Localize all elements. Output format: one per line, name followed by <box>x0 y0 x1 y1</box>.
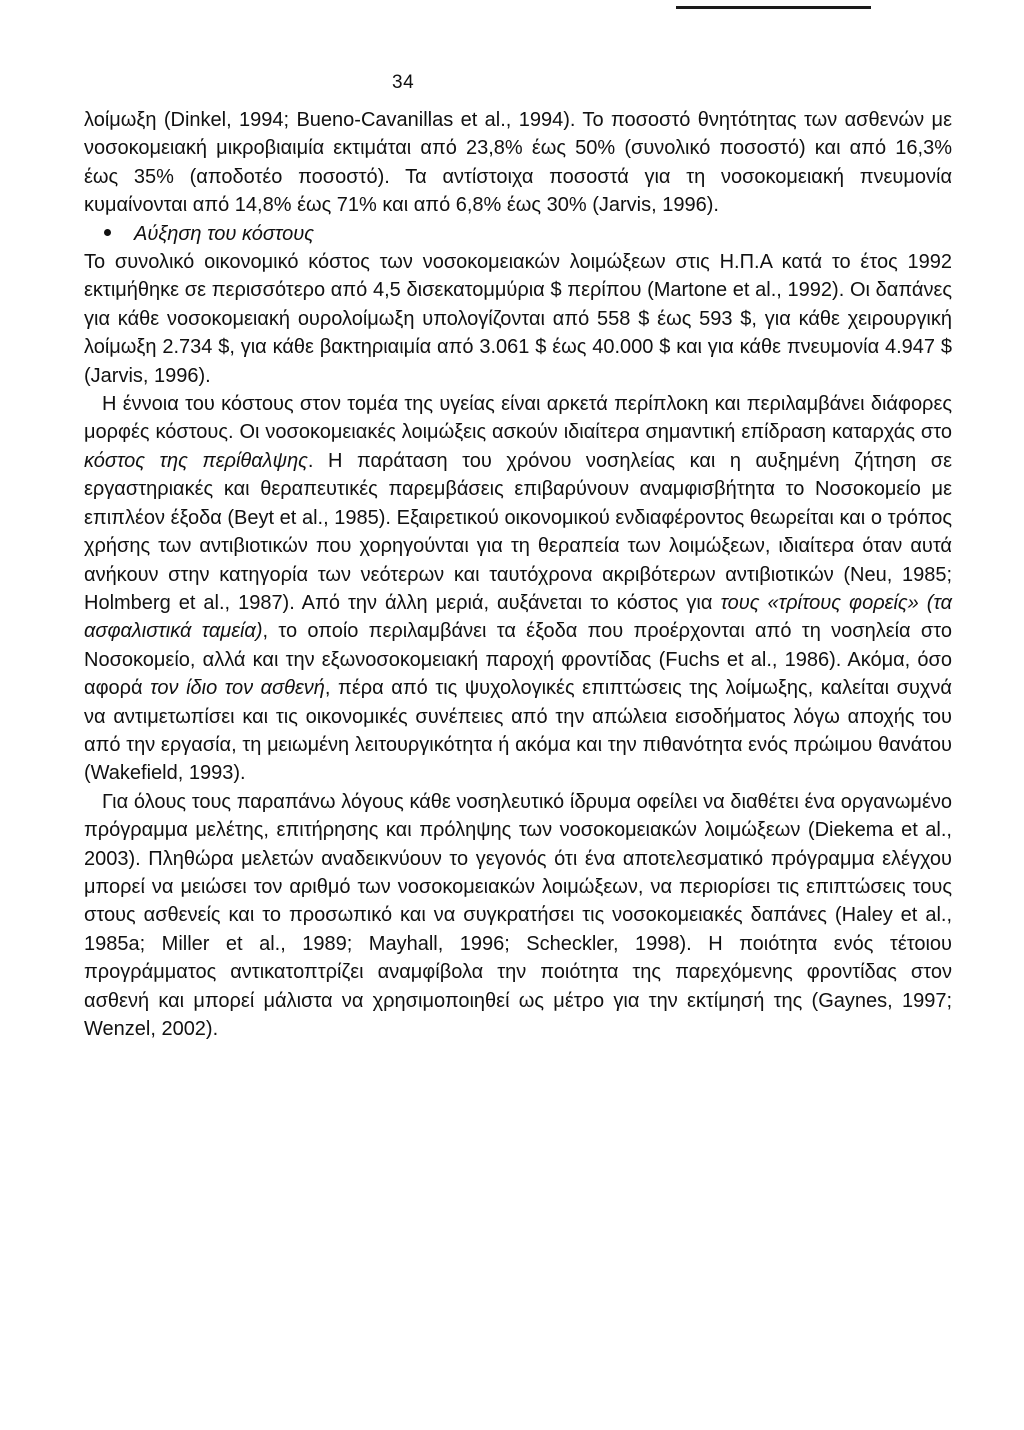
text-segment: , πέρα από τις ψυχολογικές επιπτώσεις της λοίμωξης, καλείται συχνά να αντιμετωπίσει και τις οικονομικές συνέπειες από την απώλεια εισοδήματος λόγω αποχής του από την εργασία, τη μειωμένη λειτουργικότητα ή ακόμα και την πιθανότητα ενός πρώιμου θανάτου (Wakefield, 1993). <box>84 677 952 785</box>
emphasis-third-parties: τους «τρίτους φορείς» (τα ασφαλιστικά ταμεία) <box>84 591 953 643</box>
page-number: 34 <box>392 72 415 93</box>
top-rule <box>676 6 871 9</box>
page-body <box>84 106 952 1043</box>
text-segment: . Η παράταση του χρόνου νοσηλείας και η αυξημένη ζήτηση σε εργαστηριακές και θεραπευτικές παρεμβάσεις επιβαρύνουν αναμφισβήτητα το Νοσοκομείο με επιπλέον έξοδα (Beyt et al., 1985). Εξαιρετικού οικονομικού ενδιαφέροντος θεωρείται και ο τρόπος χρήσης των αντιβιοτικών που χορηγούνται για τη θεραπεία των λοιμώξεων, ιδιαίτερα όταν αυτά ανήκουν στην κατηγορία των νεότερων και ταυτόχρονα ακριβότερων αντιβιοτικών (Neu, 1985; Holmberg et al., 1987). Από την άλλη μεριά, αυξάνεται το κόστος για <box>84 449 952 614</box>
emphasis-patient: τον ίδιο τον ασθενή <box>150 677 325 700</box>
paragraph-total-cost: Το συνολικό οικονομικό κόστος των νοσοκομειακών λοιμώξεων στις Η.Π.Α κατά το έτος 1992 εκτιμήθηκε σε περισσότερο από 4,5 δισεκατομμύρια $ περίπου (Martone et al., 1992). Οι δαπάνες για κάθε νοσοκομειακή ουρολοίμωξη υπολογίζονται από 558 $ έως 593 $, για κάθε χειρουργική λοίμωξη 2.734 $, για κάθε βακτηριαιμία από 3.061 $ έως 40.000 $ και για κάθε πνευμονία 4.947 $ (Jarvis, 1996). <box>84 251 952 387</box>
bullet-icon <box>104 220 134 248</box>
bullet-heading-cost-increase <box>84 220 952 248</box>
bullet-heading-text: Αύξηση του κόστους <box>134 222 314 245</box>
text-segment: Η έννοια του κόστους στον τομέα της υγείας είναι αρκετά περίπλοκη και περιλαμβάνει διάφορες μορφές κόστους. Οι νοσοκομειακές λοιμώξεις ασκούν ιδιαίτερα σημαντική επίδραση καταρχάς στο <box>84 393 952 444</box>
paragraph-prevention-program: Για όλους τους παραπάνω λόγους κάθε νοσηλευτικό ίδρυμα οφείλει να διαθέτει ένα οργανωμένο πρόγραμμα μελέτης, επιτήρησης και πρόληψης των νοσοκομειακών λοιμώξεων (Diekema et al., 2003). Πληθώρα μελετών αναδεικνύουν το γεγονός ότι ένα αποτελεσματικό πρόγραμμα ελέγχου μπορεί να μειώσει τον αριθμό των νοσοκομειακών λοιμώξεων, να περιορίσει τις επιπτώσεις τους στους ασθενείς και το προσωπικό και να συγκρατήσει τις νοσοκομειακές δαπάνες (Haley et al., 1985a; Miller et al., 1989; Mayhall, 1996; Scheckler, 1998). Η ποιότητα ενός τέτοιου προγράμματος αντικατοπτρίζει αναμφίβολα την ποιότητα της παρεχόμενης φροντίδας στον ασθενή και μπορεί μάλιστα να χρησιμοποιηθεί ως μέτρο για την εκτίμησή της (Gaynes, 1997; Wenzel, 2002). <box>84 790 952 1040</box>
paragraph-cost-concept <box>84 390 952 788</box>
text-segment: , το οποίο περιλαμβάνει τα έξοδα που προέρχονται από τη νοσηλεία στο Νοσοκομείο, αλλά και την εξωνοσοκομειακή παροχή φροντίδας (Fuchs et al., 1986). Ακόμα, όσο αφορά <box>84 620 952 700</box>
emphasis-care-cost: κόστος της περίθαλψης <box>84 449 308 472</box>
paragraph-mortality: λοίμωξη (Dinkel, 1994; Bueno-Cavanillas et al., 1994). Το ποσοστό θνητότητας των ασθενών με νοσοκομειακή μικροβιαιμία εκτιμάται από 23,8% έως 50% (συνολικό ποσοστό) και από 16,3% έως 35% (αποδοτέο ποσοστό). Τα αντίστοιχα ποσοστά για τη νοσοκομειακή πνευμονία κυμαίνονται από 14,8% έως 71% και από 6,8% έως 30% (Jarvis, 1996). <box>84 109 952 217</box>
